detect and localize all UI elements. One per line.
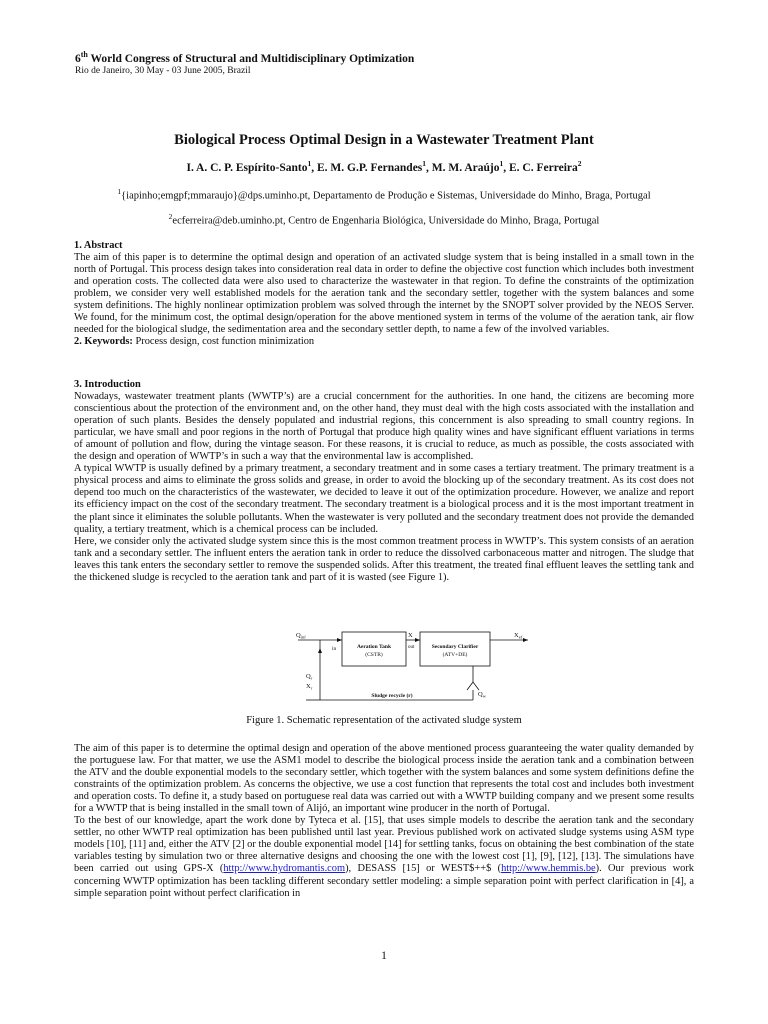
keywords-heading: 2. Keywords: [74,336,133,348]
aeration-tank-label: Aeration Tank [356,644,392,650]
affiliation-1-sup: 1 [117,187,122,196]
abstract-heading: 1. Abstract [74,240,123,251]
author-2-sup: 1 [422,159,427,168]
keywords-text: Process design, cost function minimization [132,336,315,348]
author-sep: , [503,161,510,174]
paragraph-2-text-b: ), DESASS [15] or WEST$++$ ( [345,863,502,875]
out-label: out [408,645,415,650]
sludge-recycle-label: Sludge recycle (r) [371,693,413,699]
paper-title: Biological Process Optimal Design in a Wastewater Treatment Plant [174,132,594,148]
affiliation-2 [0,212,768,227]
x-r-label: $X_r$ [306,683,313,691]
conference-venue: Rio de Janeiro, 30 May - 03 June 2005, Brazil [75,66,251,76]
paragraph-2-text-a: To the best of our knowledge, apart the work done by Tyteca et al. [15], that uses simple models to describe the aeration tank and the secondary settler, no other WWTP real optimization has been published until last year. Previous published work on activated sludge systems using ASM type models [10], [11] and, either the ATV [2] or the double exponential model [14] for settling tanks, focus on obtaining the best combination of the state variables testing by simulation two or three alternative designs and choosing the one with the lowest cost [1], [9], [12], [13]. The simulations have been carried out using GPS-X ( [74,815,694,875]
author-4-sup: 2 [577,159,582,168]
intro-paragraph-3: Here, we consider only the activated sludge system since this is the most common treatment process in WWTP’s. This system consists of an aeration tank and a secondary settler. The influent enters the aeration tank in order to reduce the dissolved carbonaceous matter and nitrogen. The sludge that leaves this tank enters the secondary settler to remove the suspended solids. After this treatment, the treated final effluent leaves the settling tank and the thickened sludge is recycled to the aeration tank and part of it is wasted (see Figure 1). [74,535,694,583]
keywords-line [74,336,694,348]
in-label: in [332,646,337,652]
affiliation-1 [0,187,768,202]
author-1: I. A. C. P. Espírito-Santo [186,161,308,174]
abstract-text: The aim of this paper is to determine the optimal design and operation of an activated sludge system that is being installed in a small town in the north of Portugal. This process design takes into consideration real data in order to define the objective cost function which includes both investment and operation costs. The collected data were also used to characterize the wastewater in that region. To define the constraints of the optimization problem, we consider very well established models for the aeration tank and the secondary settler, together with the system balances and some system definitions. The highly nonlinear optimization problem was solved through the internet by the SNOPT solver provided by the NEOS Server. We found, for the minimum cost, the optimal design/operation for the above mentioned system in terms of the volume of the aeration tank, air flow needed for the biological sludge, the sedimentation area and the secondary settler depth, to name a few of the involved variables. [74,252,694,336]
body-paragraph-1: The aim of this paper is to determine the optimal design and operation of the above mentioned process guaranteeing the water quality demanded by the portuguese law. For that matter, we use the ASM1 model to describe the biological process inside the aeration tank and a combination between the ATV and the double exponential models to the secondary settler, which together with the system balances and some system definitions define the constraints of the optimization problem. As concerns the objective, we use a cost function that represents the total cost and includes both investment and operation costs. To define it, a study based on portuguese real data was carried out with a WWTP building company and we present some results for a WWTP that is being installed in the small town of Alijó, an important wine producer in the north of Portugal. [74,743,694,815]
author-sep: , [426,161,432,174]
conference-ordinal: 6 [75,52,81,65]
author-2: E. M. G.P. Fernandes [316,161,423,174]
paragraph-2-text-c: ). Our previous work concerning WWTP optimization has been tackling different secondary settler modeling: a simple separation point with perfect clarification in [4], a simple separation point without perfect clarification in [74,863,694,899]
intro-paragraph-1: Nowadays, wastewater treatment plants (WWTP’s) are a crucial concernment for the authorities. In one hand, the citizens are becoming more conscientious about the protection of the environment and, on the other hand, they must deal with the high costs associated with the installation and operation of such plants. Besides the densely populated and industrial regions, this concernment is also spreading to small country regions. In particular, we have small and poor regions in the north of Portugal that produce high quality wines and have significant effluent variations in terms of amount of pollution and flow, during the vintage season. For these reasons, it is crucial to reduce, as much as possible, the costs associated with the design and operation of WWTP’s in such a way that the environmental law is accomplished. [74,391,694,463]
introduction-heading: 3. Introduction [74,379,141,390]
author-list [0,159,768,174]
figure-caption: Figure 1. Schematic representation of the activated sludge system [246,715,522,726]
conference-name [75,50,414,65]
author-3: M. M. Araújo [431,161,500,174]
conference-title: World Congress of Structural and Multidisciplinary Optimization [87,52,415,65]
affiliation-1-text: {iapinho;emgpf;mmaraujo}@dps.uminho.pt, Departamento de Produção e Sistemas, Universidade do Minho, Braga, Portugal [121,190,651,202]
abstract-section [74,240,694,348]
affiliation-2-text: ecferreira@deb.uminho.pt, Centro de Engenharia Biológica, Universidade do Minho, Braga, Portugal [172,215,600,227]
author-1-sup: 1 [307,159,312,168]
activated-sludge-diagram [292,628,536,708]
author-sep: , [311,161,317,174]
author-3-sup: 1 [499,159,504,168]
introduction-section [74,379,694,584]
conference-ordinal-sup: th [80,50,88,59]
cstr-label: (CSTR) [365,652,383,658]
clarifier-label: Secondary Clarifier [431,644,479,650]
atv-de-label: (ATV+DE) [442,652,468,658]
q-r-label: $Q_r$ [306,673,313,681]
author-4: E. C. Ferreira [509,161,578,174]
main-text-section [74,743,694,900]
page-number: 1 [381,950,387,962]
affiliation-2-sup: 2 [168,212,173,221]
hemmis-link[interactable]: http://www.hemmis.be [501,863,596,875]
q-inf-label: $Q_{inf}$ [296,632,306,640]
hydromantis-link[interactable]: http://www.hydromantis.com [223,863,346,875]
body-paragraph-2 [74,815,694,899]
intro-paragraph-2: A typical WWTP is usually defined by a primary treatment, a secondary treatment and in some cases a tertiary treatment. The primary treatment is a physical process and aims to eliminate the gross solids and grease, in order to avoid the blocking up of the secondary treatment. As its cost does not depend too much on the characteristics of the wastewater, we decided to leave it out of the optimization procedure. However, we analize and report its efficiency impact on the cost of the secondary treatment. The secondary treatment is a biological process and it is the most important treatment in the plant since it eliminates the soluble pollutants. When the wastewater is very polluted and the secondary treatment does not provide the demanded quality, a tertiary treatment, which is a chemical process can be included. [74,463,694,535]
q-w-label: $Q_w$ [478,691,486,699]
x-label: X [408,632,413,639]
x-ef-label: $X_{ef}$ [514,632,523,640]
